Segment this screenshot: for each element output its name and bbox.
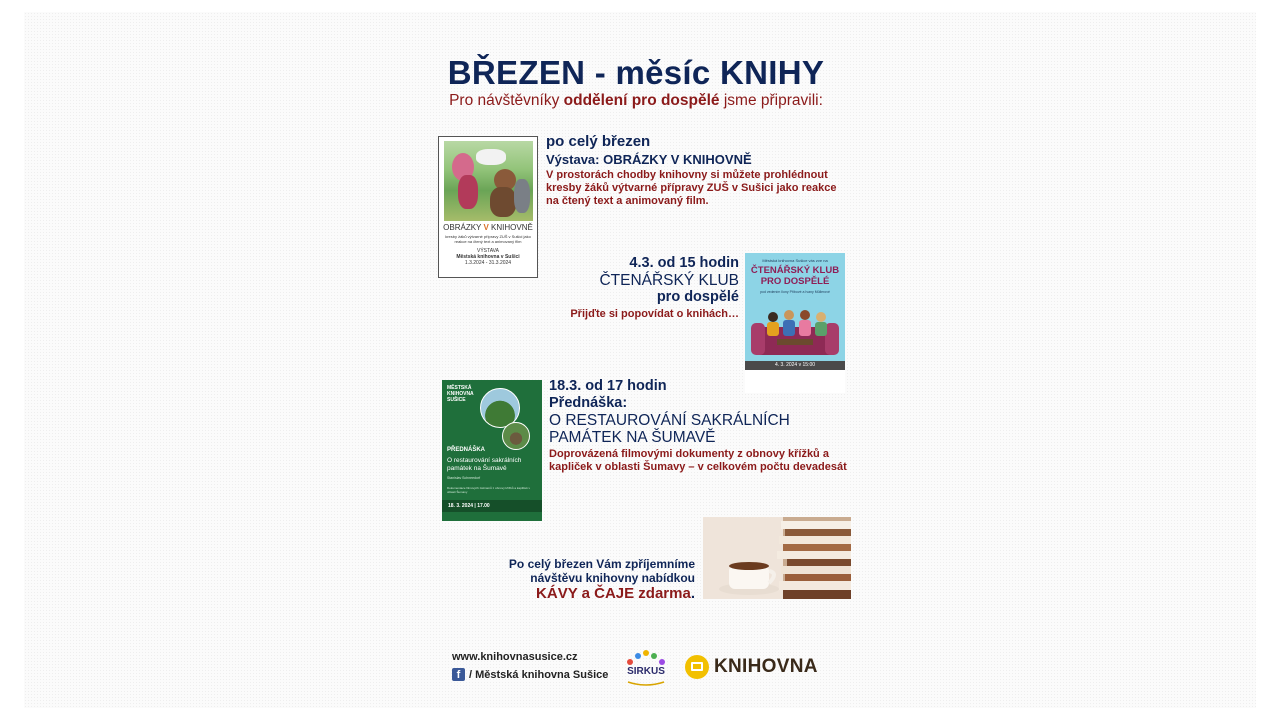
poster-speaker: Stanislav Schneedorf <box>447 476 481 480</box>
event-when: po celý březen <box>546 133 651 150</box>
poster-label: PŘEDNÁŠKA <box>447 447 486 453</box>
poster-date: 18. 3. 2024 | 17.00 <box>442 500 542 512</box>
poster-photo-chapel <box>502 422 530 450</box>
poster-date: 4. 3. 2024 v 15:00 <box>745 361 845 370</box>
poster-title: ČTENÁŘSKÝ KLUB PRO DOSPĚLÉ <box>750 265 840 287</box>
poster-title: OBRÁZKY V KNIHOVNĚ <box>443 223 533 232</box>
subtitle-post: jsme připravili: <box>719 92 823 109</box>
poster-artwork <box>444 141 533 221</box>
event-type: Přednáška: <box>549 395 628 411</box>
coffee-offer <box>480 557 695 603</box>
event-description: Doprovázená filmovými dokumenty z obnovy křížků a kapliček v oblasti Šumavy – v celkovém počtu devadesát <box>549 448 847 473</box>
poster-details: VÝSTAVA Městská knihovna v Sušici 1.3.2024 - 31.3.2024 <box>456 248 520 266</box>
coffee-line2: návštěvu knihovny nabídkou <box>530 571 695 585</box>
poster-title: O restaurování sakrálních památek na Šumavě <box>447 457 522 472</box>
subtitle-bold: oddělení pro dospělé <box>563 92 720 109</box>
event-title-line2: PAMÁTEK NA ŠUMAVĚ <box>549 429 716 446</box>
event-when: 4.3. od 15 hodin <box>629 255 739 271</box>
event-reading-club <box>540 255 739 321</box>
event-title-line1: O RESTAUROVÁNÍ SAKRÁLNÍCH <box>549 412 790 429</box>
exhibition-poster <box>438 136 538 278</box>
event-exhibition <box>546 133 846 208</box>
facebook-label: / Městská knihovna Sušice <box>469 668 609 681</box>
event-when: 18.3. od 17 hodin <box>549 378 667 394</box>
book-icon <box>685 655 709 679</box>
poster-library-name: MĚSTSKÁ KNIHOVNA SUŠICE <box>447 385 474 403</box>
reading-club-poster <box>745 253 845 393</box>
subtitle-pre: Pro návštěvníky <box>449 92 564 109</box>
page-title: BŘEZEN - měsíc KNIHY <box>447 54 825 91</box>
sirkus-logo-text: SIRKUS <box>627 666 665 677</box>
poster-subtitle: kresby žáků výtvarné přípravy ZUŠ v Sušici jako reakce na čtený text a animovaný film <box>445 234 531 244</box>
knihovna-logo <box>685 655 818 679</box>
knihovna-logo-text: KNIHOVNA <box>714 656 818 677</box>
coffee-photo <box>703 517 851 599</box>
page-subtitle <box>0 92 1272 110</box>
event-description: Přijďte si popovídat o knihách… <box>570 308 739 320</box>
event-title: Výstava: OBRÁZKY V KNIHOVNĚ <box>546 152 752 167</box>
event-description: V prostorách chodby knihovny si můžete prohlédnout kresby žáků výtvarné přípravy ZUŠ v Sušici jako reakce na čtený text a animovaný film. <box>546 169 837 207</box>
website-link[interactable]: www.knihovnasusice.cz <box>452 651 578 663</box>
page-background <box>24 12 1256 708</box>
event-title-line2: pro dospělé <box>656 289 739 305</box>
coffee-highlight-line: KÁVY a ČAJE zdarma. <box>536 585 695 602</box>
lecture-poster <box>442 380 542 521</box>
facebook-link[interactable] <box>452 668 608 681</box>
coffee-highlight: KÁVY a ČAJE zdarma <box>536 585 691 602</box>
event-lecture <box>549 378 849 474</box>
poster-description: Dokumentace filmových záznamů z obnovy křížků a kapliček v oblasti Šumavy <box>447 486 531 494</box>
coffee-line1: Po celý březen Vám zpříjemníme <box>508 557 695 571</box>
facebook-icon: f <box>452 668 465 681</box>
event-title-line1: ČTENÁŘSKÝ KLUB <box>599 272 739 289</box>
poster-small-text: pod vedením Ilony Přibové a Ivany Müllerové <box>760 290 830 294</box>
poster-top-text: Městská knihovna Sušice vás zve na <box>762 258 828 263</box>
poster-illustration <box>751 305 839 359</box>
